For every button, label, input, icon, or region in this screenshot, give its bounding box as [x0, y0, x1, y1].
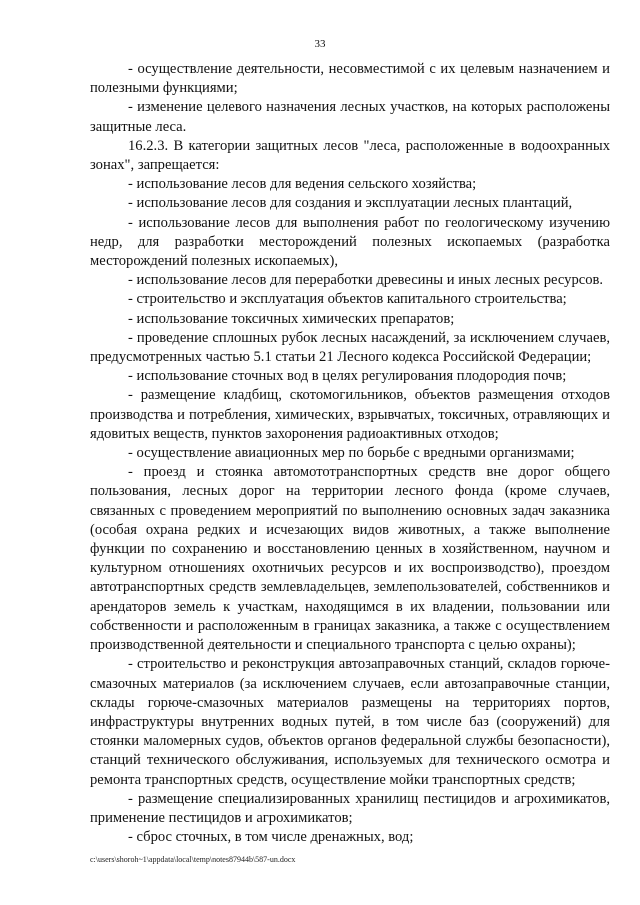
page-number: 33 — [314, 38, 326, 50]
paragraph: - использование лесов для создания и эксплуатации лесных плантаций, — [128, 195, 573, 212]
paragraph: - размещение кладбищ, скотомогильников, объектов размещения отходов производства и потребления, химических, взрывчатых, токсичных, отравляющих и ядовитых веществ, пунктов захоронения радиоактивных отходов; — [90, 387, 610, 442]
paragraph: - использование сточных вод в целях регулирования плодородия почв; — [128, 368, 567, 385]
paragraph: - строительство и эксплуатация объектов капитального строительства; — [128, 291, 567, 308]
paragraph: - осуществление авиационных мер по борьбе с вредными организмами; — [128, 445, 575, 462]
paragraph: - использование лесов для переработки древесины и иных лесных ресурсов. — [128, 272, 604, 289]
paragraph: - проведение сплошных рубок лесных насаждений, за исключением случаев, предусмотренных частью 5.1 статьи 21 Лесного кодекса Российской Федерации; — [90, 329, 610, 366]
document-body — [90, 60, 610, 847]
footer-file-path: c:\users\shoroh~1\appdata\local\temp\notes87944b\587-un.docx — [90, 855, 296, 864]
paragraph: - размещение специализированных хранилищ пестицидов и агрохимикатов, применение пестицидов и агрохимикатов; — [90, 790, 610, 826]
paragraph: - изменение целевого назначения лесных участков, на которых расположены защитные леса. — [90, 99, 610, 135]
paragraph: - сброс сточных, в том числе дренажных, вод; — [128, 829, 414, 846]
paragraph: - строительство и реконструкция автозаправочных станций, складов горюче-смазочных материалов (за исключением случаев, если автозаправочные станции, склады горюче-смазочных материалов размещены на территориях портов, инфраструктуры внутренних водных путей, в том числе баз (сооружений) для стоянки маломерных судов, объектов органов федеральной службы безопасности), станций технического обслуживания, используемых для технического осмотра и ремонта транспортных средств, осуществление мойки транспортных средств; — [90, 656, 610, 788]
paragraph: - осуществление деятельности, несовместимой с их целевым назначением и полезными функциями; — [90, 61, 610, 97]
paragraph: - использование лесов для ведения сельского хозяйства; — [128, 176, 477, 193]
paragraph: - проезд и стоянка автомототранспортных средств вне дорог общего пользования, лесных дорог на территории лесного фонда (кроме случаев, связанных с проведением мероприятий по выполнению основных задач заказника (особая охрана редких и исчезающих видов животных, а также выполнение функции по сохранению и восстановлению ценных в хозяйственном, научном и культурном отношениях охотничьих ресурсов и их воспроизводство), проездом автотранспортных средств землевладельцев, землепользователей, собственников и арендаторов земель к участкам, находящимся в их владении, пользовании или собственности и расположенным в границах заказника, а также с осуществлением производственной деятельности и специального транспорта с целью охраны); — [90, 464, 610, 654]
paragraph: 16.2.3. В категории защитных лесов "леса, расположенные в водоохранных зонах", запрещается: — [90, 137, 610, 174]
paragraph: - использование токсичных химических препаратов; — [128, 310, 455, 327]
paragraph: - использование лесов для выполнения работ по геологическому изучению недр, для разработки месторождений полезных ископаемых (разработка месторождений полезных ископаемых), — [90, 214, 610, 270]
